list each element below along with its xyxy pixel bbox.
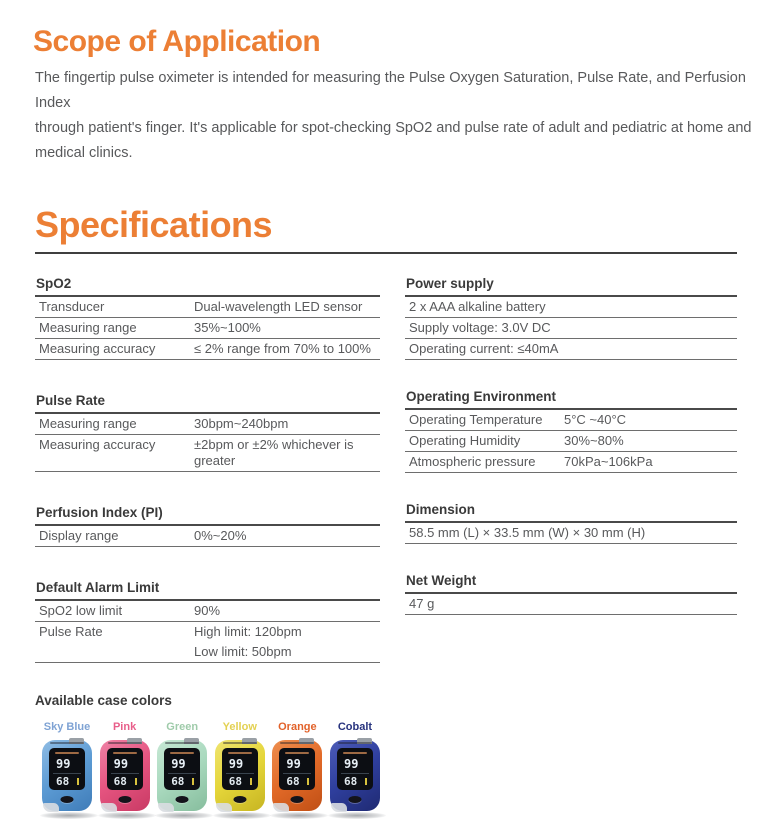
device-column [328, 721, 382, 819]
spec-value-line: 5°C ~40°C [564, 412, 627, 427]
spec-table-row [405, 339, 737, 360]
spec-value-line: Supply voltage: 3.0V DC [409, 320, 551, 335]
spec-value-line: 30bpm~240bpm [194, 416, 289, 431]
screen-spo2-value: 99 [56, 757, 71, 771]
device-top-seam [165, 742, 199, 744]
screen-brand-mark [343, 752, 367, 754]
spec-row-value [194, 299, 380, 315]
screen-brand-mark [170, 752, 194, 754]
spec-table-row [405, 318, 737, 339]
spec-section [35, 505, 380, 547]
spec-section-title: Dimension [405, 502, 737, 523]
spec-value-line: Low limit: 50bpm [194, 644, 292, 659]
spec-row-value [409, 341, 737, 357]
spec-row-label: Measuring accuracy [39, 341, 156, 356]
spec-row-value [194, 416, 380, 432]
device-top-seam [338, 742, 372, 744]
screen-pulse-value: 68 [171, 776, 200, 787]
screen-pulse-value: 68 [56, 776, 85, 787]
device-color-row [40, 721, 382, 819]
spec-table-row [35, 339, 380, 360]
device-shadow [270, 812, 328, 819]
specifications-title: Specifications [35, 204, 273, 245]
device-finger-clip [43, 803, 59, 812]
device-power-button [348, 796, 361, 803]
spec-section [405, 573, 737, 615]
spec-value-line: 2 x AAA alkaline battery [409, 299, 546, 314]
spec-row-value [194, 320, 380, 336]
spec-row-value [194, 437, 380, 469]
device-column [40, 721, 94, 819]
pulse-oximeter-image [157, 740, 207, 811]
device-column [155, 721, 209, 819]
pulse-oximeter-image [215, 740, 265, 811]
screen-divider [283, 773, 311, 774]
device-column [213, 721, 267, 819]
device-column [98, 721, 152, 819]
spec-value-line: ±2bpm or ±2% whichever is greater [194, 437, 354, 468]
device-finger-clip [331, 803, 347, 812]
spec-row-value [194, 528, 380, 544]
device-power-button [291, 796, 304, 803]
screen-spo2-value: 99 [113, 757, 129, 771]
spec-row-value [194, 341, 380, 357]
device-finger-clip [216, 803, 232, 812]
spec-value-line: 35%~100% [194, 320, 261, 335]
device-finger-clip [101, 803, 117, 812]
spec-table-row [35, 526, 380, 547]
spec-value-line: Dual-wavelength LED sensor [194, 299, 363, 314]
device-top-seam [223, 742, 257, 744]
spec-value-line: 30%~80% [564, 433, 624, 448]
spec-section [35, 580, 380, 663]
spec-row-label: Transducer [39, 299, 105, 314]
spec-table-row [405, 410, 737, 431]
spec-section-title: Default Alarm Limit [35, 580, 380, 601]
spec-section-title: Perfusion Index (PI) [35, 505, 380, 526]
spec-value-line: 47 g [409, 596, 435, 611]
specifications-grid [35, 276, 737, 663]
device-screen [107, 748, 143, 790]
spec-row-label: Measuring range [39, 320, 137, 335]
page-content [35, 0, 777, 819]
spec-value-line: 90% [194, 603, 221, 618]
spec-row-label: Measuring accuracy [39, 437, 156, 452]
device-top-seam [50, 742, 84, 744]
device-color-label: Green [166, 721, 199, 733]
screen-divider [226, 773, 254, 774]
spec-row-value [564, 433, 737, 449]
pulse-oximeter-image [272, 740, 322, 811]
device-screen [49, 748, 85, 790]
screen-brand-mark [55, 752, 79, 754]
spec-table-row [35, 414, 380, 435]
spec-table-row [35, 435, 380, 472]
spec-table-row [405, 297, 737, 318]
device-column [270, 721, 324, 819]
pulse-oximeter-image [330, 740, 380, 811]
spec-section [35, 393, 380, 472]
device-power-button [118, 796, 131, 803]
scope-of-application-title: Scope of Application [33, 25, 321, 58]
device-finger-clip [158, 803, 174, 812]
device-screen [337, 748, 373, 790]
device-shadow [213, 812, 271, 819]
device-screen [222, 748, 258, 790]
spec-value-line: High limit: 120bpm [194, 624, 302, 639]
spec-row-value [409, 525, 737, 541]
spec-row-value [194, 624, 380, 660]
spec-table-row [405, 523, 737, 544]
spec-row-value [194, 603, 380, 619]
spec-row-label: Pulse Rate [39, 624, 103, 639]
device-color-label: Sky Blue [43, 721, 91, 733]
spec-table-row [405, 594, 737, 615]
spec-table-row [405, 452, 737, 473]
screen-spo2-value: 99 [286, 757, 301, 771]
spec-row-value [409, 596, 737, 612]
screen-brand-mark [113, 752, 137, 754]
spec-value-line: 70kPa~106kPa [564, 454, 653, 469]
spec-table-row [35, 318, 380, 339]
scope-paragraph-line-3: medical clinics. [35, 145, 133, 161]
spec-table-row [35, 622, 380, 663]
spec-section [405, 389, 737, 473]
spec-row-label: Measuring range [39, 416, 137, 431]
spec-row-label: Atmospheric pressure [409, 454, 536, 469]
device-screen [279, 748, 315, 790]
spec-row-value [409, 299, 737, 315]
spec-row-label: Operating Humidity [409, 433, 521, 448]
spec-table-row [35, 297, 380, 318]
available-case-colors-section [35, 693, 777, 819]
spec-section [35, 276, 380, 360]
screen-pulse-value: 68 [344, 776, 373, 787]
scope-paragraph [35, 66, 777, 166]
spec-row-value [409, 320, 737, 336]
device-color-label: Orange [278, 721, 317, 733]
device-shadow [328, 812, 386, 819]
column-gap [380, 276, 405, 663]
spec-section-title: SpO2 [35, 276, 380, 297]
device-color-label: Yellow [222, 721, 257, 733]
spec-row-label: SpO2 low limit [39, 603, 123, 618]
spec-column-left [35, 276, 380, 663]
spec-value-line: Operating current: ≤40mA [409, 341, 559, 356]
device-color-label: Pink [112, 721, 137, 733]
screen-brand-mark [228, 752, 252, 754]
scope-paragraph-line-2: through patient's finger. It's applicable for spot-checking SpO2 and pulse rate of adult and pediatric at home and [35, 120, 752, 136]
spec-row-value [564, 454, 737, 470]
available-case-colors-title: Available case colors [35, 693, 172, 708]
spec-section [405, 502, 737, 544]
spec-value-line: ≤ 2% range from 70% to 100% [194, 341, 371, 356]
screen-pulse-value: 68 [229, 776, 258, 787]
device-power-button [176, 796, 189, 803]
device-screen [164, 748, 200, 790]
screen-divider [53, 773, 81, 774]
screen-brand-mark [285, 752, 309, 754]
screen-pulse-value: 68 [286, 776, 315, 787]
device-power-button [233, 796, 246, 803]
screen-spo2-value: 99 [171, 757, 186, 771]
spec-value-line: 0%~20% [194, 528, 247, 543]
device-shadow [40, 812, 98, 819]
spec-value-line: 58.5 mm (L) × 33.5 mm (W) × 30 mm (H) [409, 525, 646, 540]
device-color-label: Cobalt [337, 721, 373, 733]
device-power-button [61, 796, 74, 803]
screen-spo2-value: 99 [343, 757, 359, 771]
spec-table-row [405, 431, 737, 452]
spec-section [405, 276, 737, 360]
device-shadow [98, 812, 156, 819]
spec-section-title: Pulse Rate [35, 393, 380, 414]
screen-pulse-value: 68 [114, 776, 143, 787]
spec-section-title: Net Weight [405, 573, 737, 594]
spec-row-label: Operating Temperature [409, 412, 543, 427]
spec-section-title: Operating Environment [405, 389, 737, 410]
pulse-oximeter-image [100, 740, 150, 811]
specifications-divider [35, 252, 737, 254]
spec-row-value [564, 412, 737, 428]
spec-table-row [35, 601, 380, 622]
pulse-oximeter-image [42, 740, 92, 811]
spec-row-label: Display range [39, 528, 119, 543]
screen-divider [168, 773, 196, 774]
device-shadow [155, 812, 213, 819]
spec-section-title: Power supply [405, 276, 737, 297]
device-finger-clip [273, 803, 289, 812]
device-top-seam [108, 742, 142, 744]
screen-spo2-value: 99 [228, 757, 244, 771]
screen-divider [111, 773, 139, 774]
device-top-seam [280, 742, 314, 744]
screen-divider [341, 773, 369, 774]
scope-paragraph-line-1: The fingertip pulse oximeter is intended for measuring the Pulse Oxygen Saturation, Pulse Rate, and Perfusion Index [35, 70, 746, 111]
spec-column-right [405, 276, 737, 663]
